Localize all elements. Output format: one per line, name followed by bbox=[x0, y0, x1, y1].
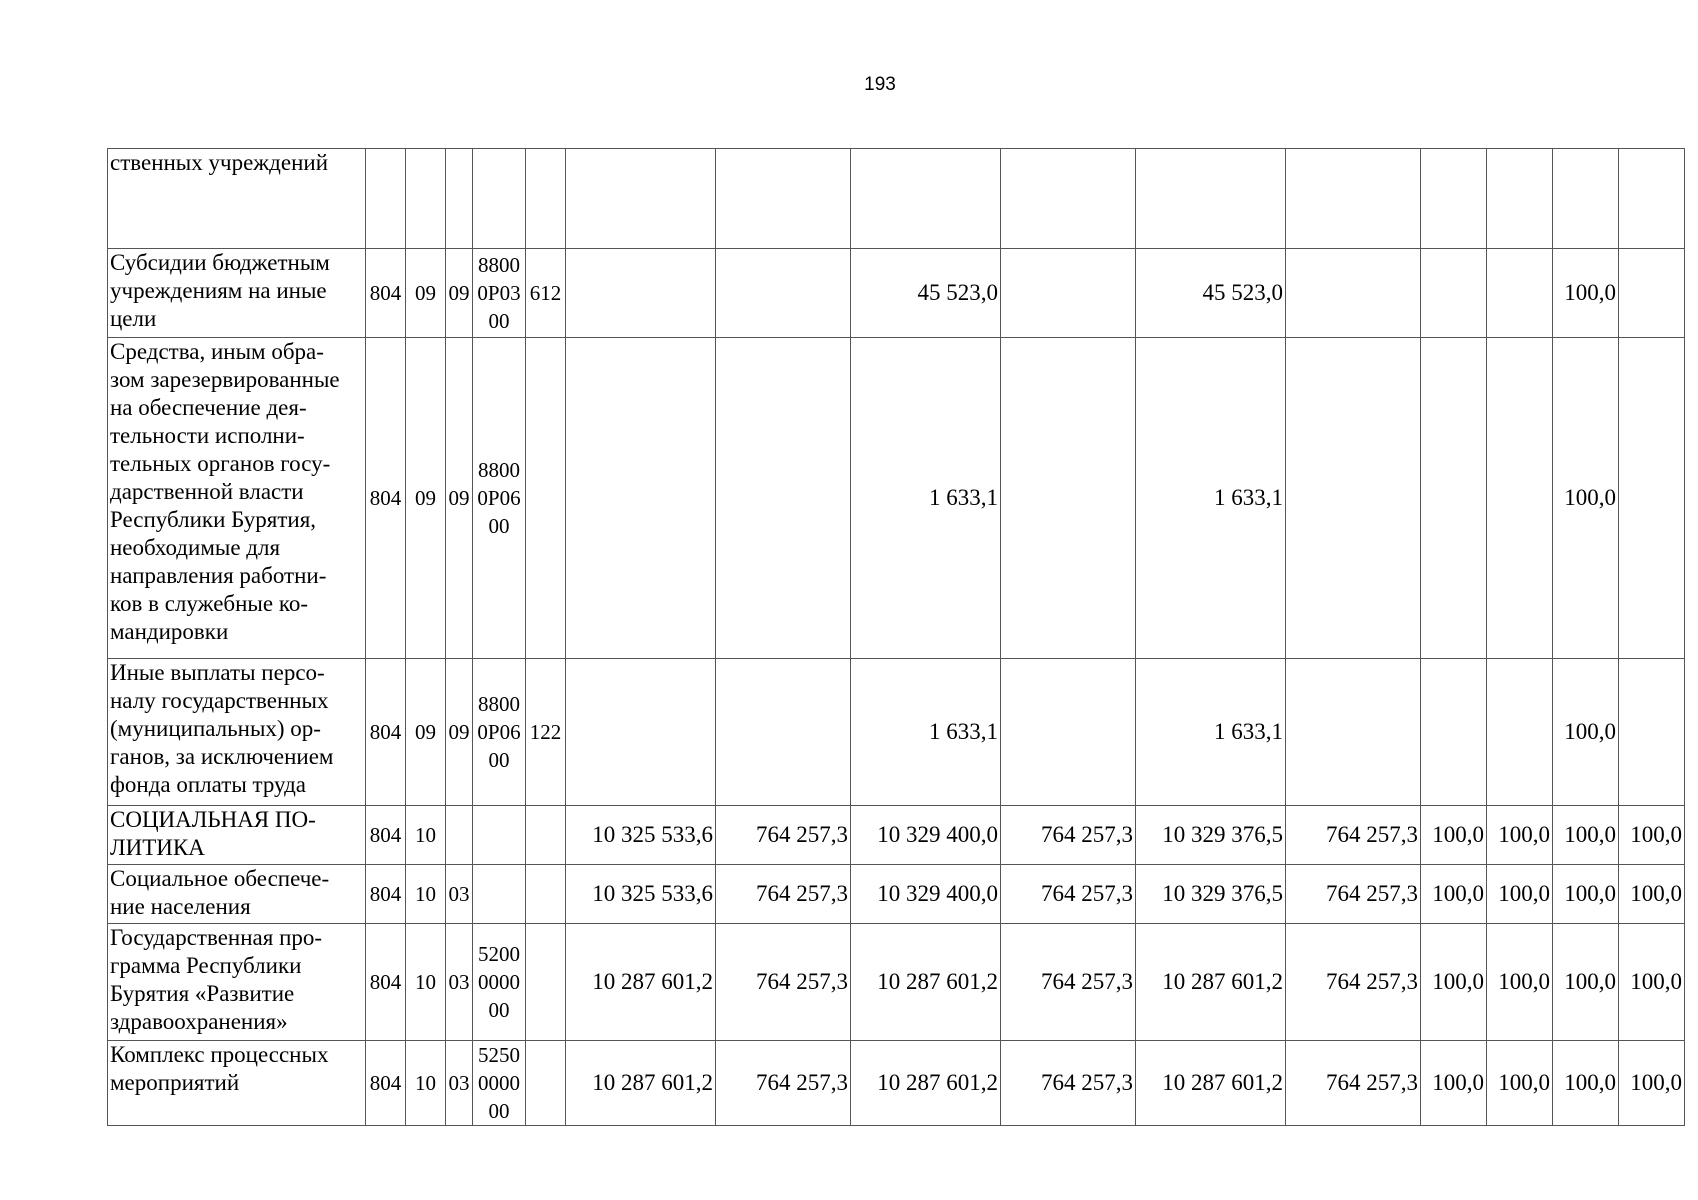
expense-type-code bbox=[526, 1041, 566, 1126]
table-row bbox=[108, 924, 1685, 1041]
expense-type-code: 612 bbox=[526, 249, 566, 338]
table-row bbox=[108, 806, 1685, 865]
section-code: 09 bbox=[406, 249, 446, 338]
expense-type-code bbox=[526, 865, 566, 924]
amount-2 bbox=[716, 249, 851, 338]
section-code: 10 bbox=[406, 1041, 446, 1126]
amount-3: 1 633,1 bbox=[851, 338, 1001, 659]
percent-4: 100,0 bbox=[1619, 1041, 1685, 1126]
amount-2 bbox=[716, 659, 851, 806]
percent-3: 100,0 bbox=[1553, 338, 1619, 659]
expense-type-code bbox=[526, 149, 566, 249]
row-name: Субсидии бюджетным учреждениям на иные цели bbox=[108, 249, 366, 338]
amount-4: 764 257,3 bbox=[1001, 1041, 1136, 1126]
table-row bbox=[108, 865, 1685, 924]
table-row bbox=[108, 149, 1685, 249]
amount-4 bbox=[1001, 149, 1136, 249]
percent-1: 100,0 bbox=[1421, 924, 1487, 1041]
percent-4 bbox=[1619, 338, 1685, 659]
percent-3: 100,0 bbox=[1553, 865, 1619, 924]
percent-3 bbox=[1553, 149, 1619, 249]
amount-5: 10 329 376,5 bbox=[1136, 865, 1286, 924]
amount-4: 764 257,3 bbox=[1001, 924, 1136, 1041]
table-row bbox=[108, 338, 1685, 659]
row-name: Социальное обеспече- ние населения bbox=[108, 865, 366, 924]
expense-type-code bbox=[526, 338, 566, 659]
target-article-code bbox=[473, 865, 526, 924]
row-name: Комплекс процессных мероприятий bbox=[108, 1041, 366, 1126]
amount-2: 764 257,3 bbox=[716, 1041, 851, 1126]
percent-2: 100,0 bbox=[1487, 806, 1553, 865]
amount-6 bbox=[1286, 338, 1421, 659]
row-name: Государственная про- грамма Республики Бурятия «Развитие здравоохранения» bbox=[108, 924, 366, 1041]
target-article-code: 5200 0000 00 bbox=[473, 924, 526, 1041]
amount-3: 10 287 601,2 bbox=[851, 924, 1001, 1041]
table-row bbox=[108, 1041, 1685, 1126]
grbs-code: 804 bbox=[366, 924, 406, 1041]
percent-3: 100,0 bbox=[1553, 806, 1619, 865]
amount-1: 10 325 533,6 bbox=[566, 865, 716, 924]
expense-type-code: 122 bbox=[526, 659, 566, 806]
percent-2 bbox=[1487, 659, 1553, 806]
amount-6 bbox=[1286, 249, 1421, 338]
expense-type-code bbox=[526, 924, 566, 1041]
amount-5: 10 287 601,2 bbox=[1136, 924, 1286, 1041]
amount-5: 1 633,1 bbox=[1136, 338, 1286, 659]
grbs-code: 804 bbox=[366, 659, 406, 806]
percent-4 bbox=[1619, 249, 1685, 338]
target-article-code: 8800 0Р03 00 bbox=[473, 249, 526, 338]
target-article-code: 5250 0000 00 bbox=[473, 1041, 526, 1126]
amount-2: 764 257,3 bbox=[716, 806, 851, 865]
amount-5: 45 523,0 bbox=[1136, 249, 1286, 338]
amount-5: 10 329 376,5 bbox=[1136, 806, 1286, 865]
table-row bbox=[108, 249, 1685, 338]
amount-6 bbox=[1286, 659, 1421, 806]
subsection-code: 09 bbox=[446, 659, 473, 806]
amount-6: 764 257,3 bbox=[1286, 865, 1421, 924]
row-name: ственных учреждений bbox=[108, 149, 366, 249]
amount-2 bbox=[716, 338, 851, 659]
amount-1 bbox=[566, 149, 716, 249]
subsection-code bbox=[446, 149, 473, 249]
page-number: 193 bbox=[864, 74, 896, 95]
subsection-code: 03 bbox=[446, 924, 473, 1041]
target-article-code: 8800 0Р06 00 bbox=[473, 338, 526, 659]
percent-1: 100,0 bbox=[1421, 806, 1487, 865]
section-code: 10 bbox=[406, 924, 446, 1041]
percent-3: 100,0 bbox=[1553, 659, 1619, 806]
percent-1 bbox=[1421, 338, 1487, 659]
amount-2: 764 257,3 bbox=[716, 865, 851, 924]
grbs-code: 804 bbox=[366, 249, 406, 338]
grbs-code: 804 bbox=[366, 338, 406, 659]
percent-4 bbox=[1619, 659, 1685, 806]
amount-1: 10 287 601,2 bbox=[566, 1041, 716, 1126]
subsection-code bbox=[446, 806, 473, 865]
amount-4 bbox=[1001, 659, 1136, 806]
table-row bbox=[108, 659, 1685, 806]
amount-4: 764 257,3 bbox=[1001, 865, 1136, 924]
amount-5: 1 633,1 bbox=[1136, 659, 1286, 806]
target-article-code: 8800 0Р06 00 bbox=[473, 659, 526, 806]
budget-table bbox=[107, 148, 1685, 1126]
grbs-code bbox=[366, 149, 406, 249]
percent-1: 100,0 bbox=[1421, 865, 1487, 924]
percent-4: 100,0 bbox=[1619, 865, 1685, 924]
subsection-code: 03 bbox=[446, 1041, 473, 1126]
row-name: Иные выплаты персо- налу государственных (муниципальных) ор- ганов, за исключением фонда оплаты труда bbox=[108, 659, 366, 806]
amount-3: 10 329 400,0 bbox=[851, 806, 1001, 865]
amount-2: 764 257,3 bbox=[716, 924, 851, 1041]
percent-1 bbox=[1421, 149, 1487, 249]
amount-6: 764 257,3 bbox=[1286, 1041, 1421, 1126]
percent-3: 100,0 bbox=[1553, 1041, 1619, 1126]
percent-4 bbox=[1619, 149, 1685, 249]
amount-3: 45 523,0 bbox=[851, 249, 1001, 338]
percent-1 bbox=[1421, 249, 1487, 338]
amount-1: 10 287 601,2 bbox=[566, 924, 716, 1041]
percent-2 bbox=[1487, 249, 1553, 338]
target-article-code bbox=[473, 806, 526, 865]
section-code bbox=[406, 149, 446, 249]
amount-6 bbox=[1286, 149, 1421, 249]
percent-2 bbox=[1487, 338, 1553, 659]
section-code: 09 bbox=[406, 659, 446, 806]
grbs-code: 804 bbox=[366, 1041, 406, 1126]
percent-1: 100,0 bbox=[1421, 1041, 1487, 1126]
percent-2: 100,0 bbox=[1487, 865, 1553, 924]
amount-6: 764 257,3 bbox=[1286, 924, 1421, 1041]
subsection-code: 09 bbox=[446, 249, 473, 338]
amount-2 bbox=[716, 149, 851, 249]
amount-4 bbox=[1001, 338, 1136, 659]
amount-1 bbox=[566, 249, 716, 338]
percent-3: 100,0 bbox=[1553, 924, 1619, 1041]
subsection-code: 03 bbox=[446, 865, 473, 924]
section-code: 10 bbox=[406, 865, 446, 924]
percent-2 bbox=[1487, 149, 1553, 249]
section-code: 09 bbox=[406, 338, 446, 659]
grbs-code: 804 bbox=[366, 865, 406, 924]
amount-3: 1 633,1 bbox=[851, 659, 1001, 806]
amount-4: 764 257,3 bbox=[1001, 806, 1136, 865]
amount-1: 10 325 533,6 bbox=[566, 806, 716, 865]
subsection-code: 09 bbox=[446, 338, 473, 659]
section-code: 10 bbox=[406, 806, 446, 865]
amount-5 bbox=[1136, 149, 1286, 249]
amount-1 bbox=[566, 338, 716, 659]
amount-4 bbox=[1001, 249, 1136, 338]
percent-4: 100,0 bbox=[1619, 924, 1685, 1041]
percent-2: 100,0 bbox=[1487, 1041, 1553, 1126]
target-article-code bbox=[473, 149, 526, 249]
amount-6: 764 257,3 bbox=[1286, 806, 1421, 865]
percent-1 bbox=[1421, 659, 1487, 806]
row-name: СОЦИАЛЬНАЯ ПО- ЛИТИКА bbox=[108, 806, 366, 865]
amount-3: 10 329 400,0 bbox=[851, 865, 1001, 924]
expense-type-code bbox=[526, 806, 566, 865]
percent-3: 100,0 bbox=[1553, 249, 1619, 338]
amount-3 bbox=[851, 149, 1001, 249]
percent-4: 100,0 bbox=[1619, 806, 1685, 865]
amount-3: 10 287 601,2 bbox=[851, 1041, 1001, 1126]
amount-1 bbox=[566, 659, 716, 806]
amount-5: 10 287 601,2 bbox=[1136, 1041, 1286, 1126]
grbs-code: 804 bbox=[366, 806, 406, 865]
row-name: Средства, иным обра- зом зарезервированные на обеспечение дея- тельности исполни- тельных органов госу- дарственной власти Республики Бурятия, необходимые для направления работни- ков в служебные ко- мандировки bbox=[108, 338, 366, 659]
percent-2: 100,0 bbox=[1487, 924, 1553, 1041]
